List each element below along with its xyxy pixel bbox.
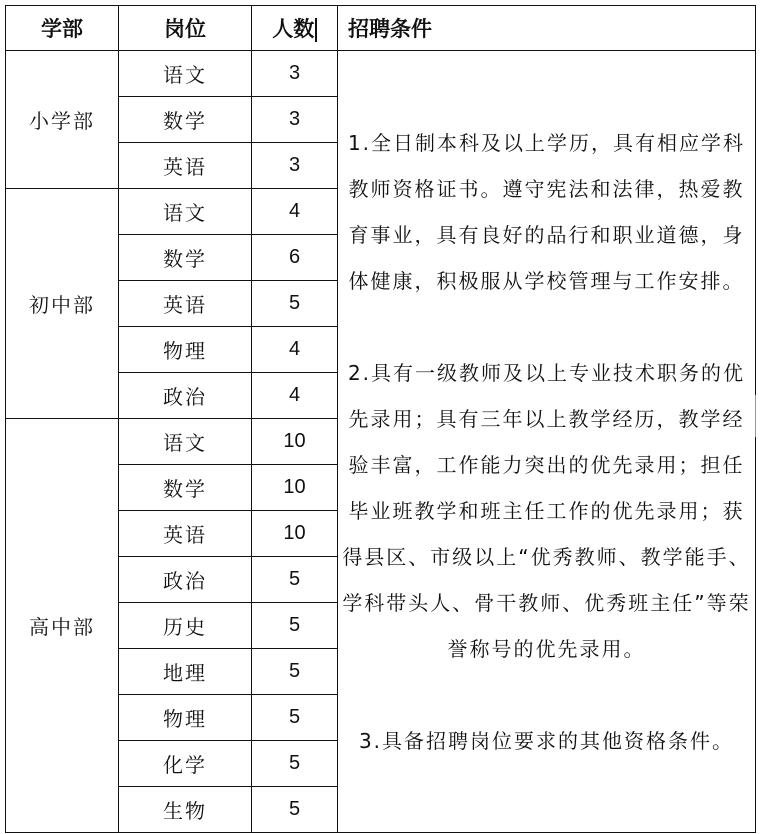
count-cell: 5	[252, 281, 338, 327]
subject-cell: 语文	[119, 189, 252, 235]
subject-cell: 英语	[119, 143, 252, 189]
subject-cell: 英语	[119, 281, 252, 327]
subject-cell: 数学	[119, 235, 252, 281]
page-edge-mark	[755, 395, 756, 437]
count-cell: 5	[252, 787, 338, 833]
subject-cell: 历史	[119, 603, 252, 649]
subject-cell: 语文	[119, 51, 252, 97]
subject-cell: 数学	[119, 97, 252, 143]
count-cell: 10	[252, 465, 338, 511]
count-cell: 4	[252, 189, 338, 235]
header-row	[6, 6, 756, 51]
dept-senior: 高中部	[6, 419, 119, 833]
table-row	[6, 51, 756, 97]
subject-cell: 生物	[119, 787, 252, 833]
count-cell: 3	[252, 97, 338, 143]
subject-cell: 地理	[119, 649, 252, 695]
header-count	[252, 6, 338, 51]
text-cursor	[315, 18, 317, 42]
count-cell: 5	[252, 741, 338, 787]
count-cell: 6	[252, 235, 338, 281]
subject-cell: 语文	[119, 419, 252, 465]
subject-cell: 物理	[119, 695, 252, 741]
count-cell: 5	[252, 695, 338, 741]
count-cell: 3	[252, 143, 338, 189]
subject-cell: 政治	[119, 373, 252, 419]
count-cell: 5	[252, 557, 338, 603]
subject-cell: 化学	[119, 741, 252, 787]
count-cell: 5	[252, 649, 338, 695]
conditions-cell	[338, 51, 756, 833]
header-conditions: 招聘条件	[338, 6, 756, 51]
condition-2: 2.具有一级教师及以上专业技术职务的优先录用；具有三年以上教学经历，教学经验丰富，工作能力突出的优先录用；担任毕业班教学和班主任工作的优先录用；获得县区、市级以上“优秀教师、教学能手、学科带头人、骨干教师、优秀班主任”等荣誉称号的优先录用。	[342, 360, 751, 661]
count-cell: 10	[252, 511, 338, 557]
subject-cell: 政治	[119, 557, 252, 603]
count-cell: 4	[252, 327, 338, 373]
header-dept: 学部	[6, 6, 119, 51]
condition-3: 3.具备招聘岗位要求的其他资格条件。	[358, 728, 735, 753]
condition-1: 1.全日制本科及以上学历，具有相应学科教师资格证书。遵守宪法和法律，热爱教育事业，具有良好的品行和职业道德，身体健康，积极服从学校管理与工作安排。	[347, 130, 746, 293]
recruitment-table	[5, 5, 756, 833]
dept-junior: 初中部	[6, 189, 119, 419]
subject-cell: 英语	[119, 511, 252, 557]
count-cell: 5	[252, 603, 338, 649]
header-count-label: 人数	[272, 17, 315, 41]
count-cell: 4	[252, 373, 338, 419]
dept-primary: 小学部	[6, 51, 119, 189]
subject-cell: 数学	[119, 465, 252, 511]
count-cell: 10	[252, 419, 338, 465]
subject-cell: 物理	[119, 327, 252, 373]
header-position: 岗位	[119, 6, 252, 51]
count-cell: 3	[252, 51, 338, 97]
